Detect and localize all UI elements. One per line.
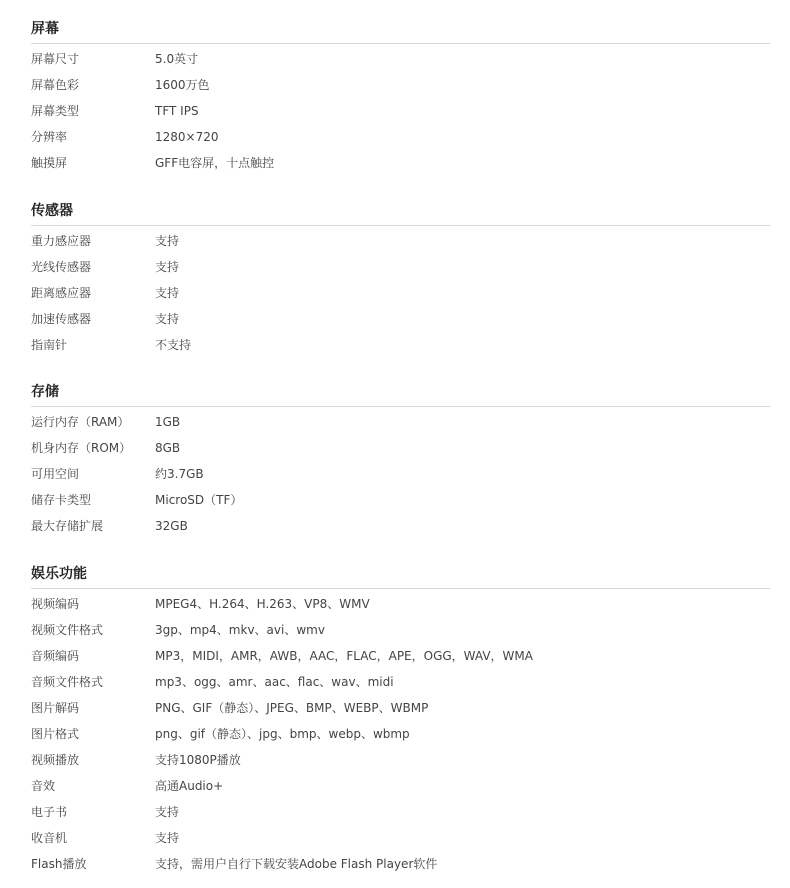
spec-row	[31, 228, 770, 254]
spec-value: MicroSD（TF）	[155, 493, 243, 507]
spec-row	[31, 721, 770, 747]
spec-label: 屏幕色彩	[31, 78, 80, 92]
section-entertainment	[31, 559, 770, 877]
spec-row	[31, 72, 770, 98]
spec-row	[31, 332, 770, 358]
spec-label: 光线传感器	[31, 260, 92, 274]
spec-label: 加速传感器	[31, 312, 92, 326]
spec-row	[31, 513, 770, 539]
spec-label: 可用空间	[31, 467, 80, 481]
spec-label: 屏幕类型	[31, 104, 80, 118]
spec-label: 音效	[31, 779, 56, 793]
spec-row	[31, 669, 770, 695]
spec-value: 3gp、mp4、mkv、avi、wmv	[155, 623, 325, 637]
spec-value: 支持1080P播放	[155, 753, 241, 767]
section-title: 屏幕	[31, 14, 770, 44]
spec-row	[31, 409, 770, 435]
spec-label: 触摸屏	[31, 156, 68, 170]
section-title: 存储	[31, 377, 770, 407]
spec-row	[31, 150, 770, 176]
spec-label: 收音机	[31, 831, 68, 845]
section-storage	[31, 377, 770, 539]
spec-label: Flash播放	[31, 857, 87, 871]
section-sensors	[31, 196, 770, 358]
spec-label: 图片解码	[31, 701, 80, 715]
spec-row	[31, 280, 770, 306]
spec-value: mp3、ogg、amr、aac、flac、wav、midi	[155, 675, 394, 689]
spec-value: 支持，需用户自行下载安装Adobe Flash Player软件	[155, 857, 438, 871]
section-title: 娱乐功能	[31, 559, 770, 589]
spec-row	[31, 799, 770, 825]
spec-row	[31, 643, 770, 669]
spec-label: 屏幕尺寸	[31, 52, 80, 66]
spec-row	[31, 851, 770, 877]
spec-value: 支持	[155, 260, 180, 274]
spec-row	[31, 98, 770, 124]
spec-label: 视频播放	[31, 753, 80, 767]
spec-value: MPEG4、H.264、H.263、VP8、WMV	[155, 597, 370, 611]
spec-label: 音频编码	[31, 649, 80, 663]
spec-label: 音频文件格式	[31, 675, 104, 689]
spec-row	[31, 46, 770, 72]
spec-label: 运行内存（RAM）	[31, 415, 130, 429]
spec-value: 支持	[155, 286, 180, 300]
spec-value: 支持	[155, 312, 180, 326]
spec-row	[31, 254, 770, 280]
spec-label: 指南针	[31, 338, 68, 352]
section-title: 传感器	[31, 196, 770, 226]
spec-row	[31, 617, 770, 643]
spec-value: 不支持	[155, 338, 192, 352]
spec-row	[31, 773, 770, 799]
spec-value: 高通Audio+	[155, 779, 224, 793]
spec-row	[31, 461, 770, 487]
spec-label: 分辨率	[31, 130, 68, 144]
spec-value: MP3，MIDI，AMR，AWB，AAC，FLAC，APE，OGG，WAV，WMA	[155, 649, 533, 663]
spec-label: 最大存储扩展	[31, 519, 104, 533]
spec-row	[31, 695, 770, 721]
spec-value: 支持	[155, 831, 180, 845]
spec-label: 视频文件格式	[31, 623, 104, 637]
spec-value: 1GB	[155, 415, 181, 429]
spec-value: 约3.7GB	[155, 467, 204, 481]
spec-row	[31, 487, 770, 513]
spec-value: TFT IPS	[155, 104, 199, 118]
spec-value: GFF电容屏，十点触控	[155, 156, 275, 170]
spec-row	[31, 747, 770, 773]
spec-label: 视频编码	[31, 597, 80, 611]
spec-value: 32GB	[155, 519, 188, 533]
section-screen	[31, 14, 770, 176]
spec-value: 5.0英寸	[155, 52, 199, 66]
spec-label: 电子书	[31, 805, 68, 819]
spec-label: 机身内存（ROM）	[31, 441, 132, 455]
spec-row	[31, 435, 770, 461]
spec-value: png、gif（静态）、jpg、bmp、webp、wbmp	[155, 727, 410, 741]
spec-label: 图片格式	[31, 727, 80, 741]
spec-label: 储存卡类型	[31, 493, 92, 507]
spec-row	[31, 591, 770, 617]
spec-value: 支持	[155, 234, 180, 248]
spec-value: 1600万色	[155, 78, 210, 92]
spec-row	[31, 124, 770, 150]
spec-value: 1280×720	[155, 130, 219, 144]
spec-label: 重力感应器	[31, 234, 92, 248]
spec-value: 8GB	[155, 441, 181, 455]
spec-row	[31, 825, 770, 851]
spec-value: 支持	[155, 805, 180, 819]
spec-row	[31, 306, 770, 332]
spec-value: PNG、GIF（静态）、JPEG、BMP、WEBP、WBMP	[155, 701, 429, 715]
spec-label: 距离感应器	[31, 286, 92, 300]
